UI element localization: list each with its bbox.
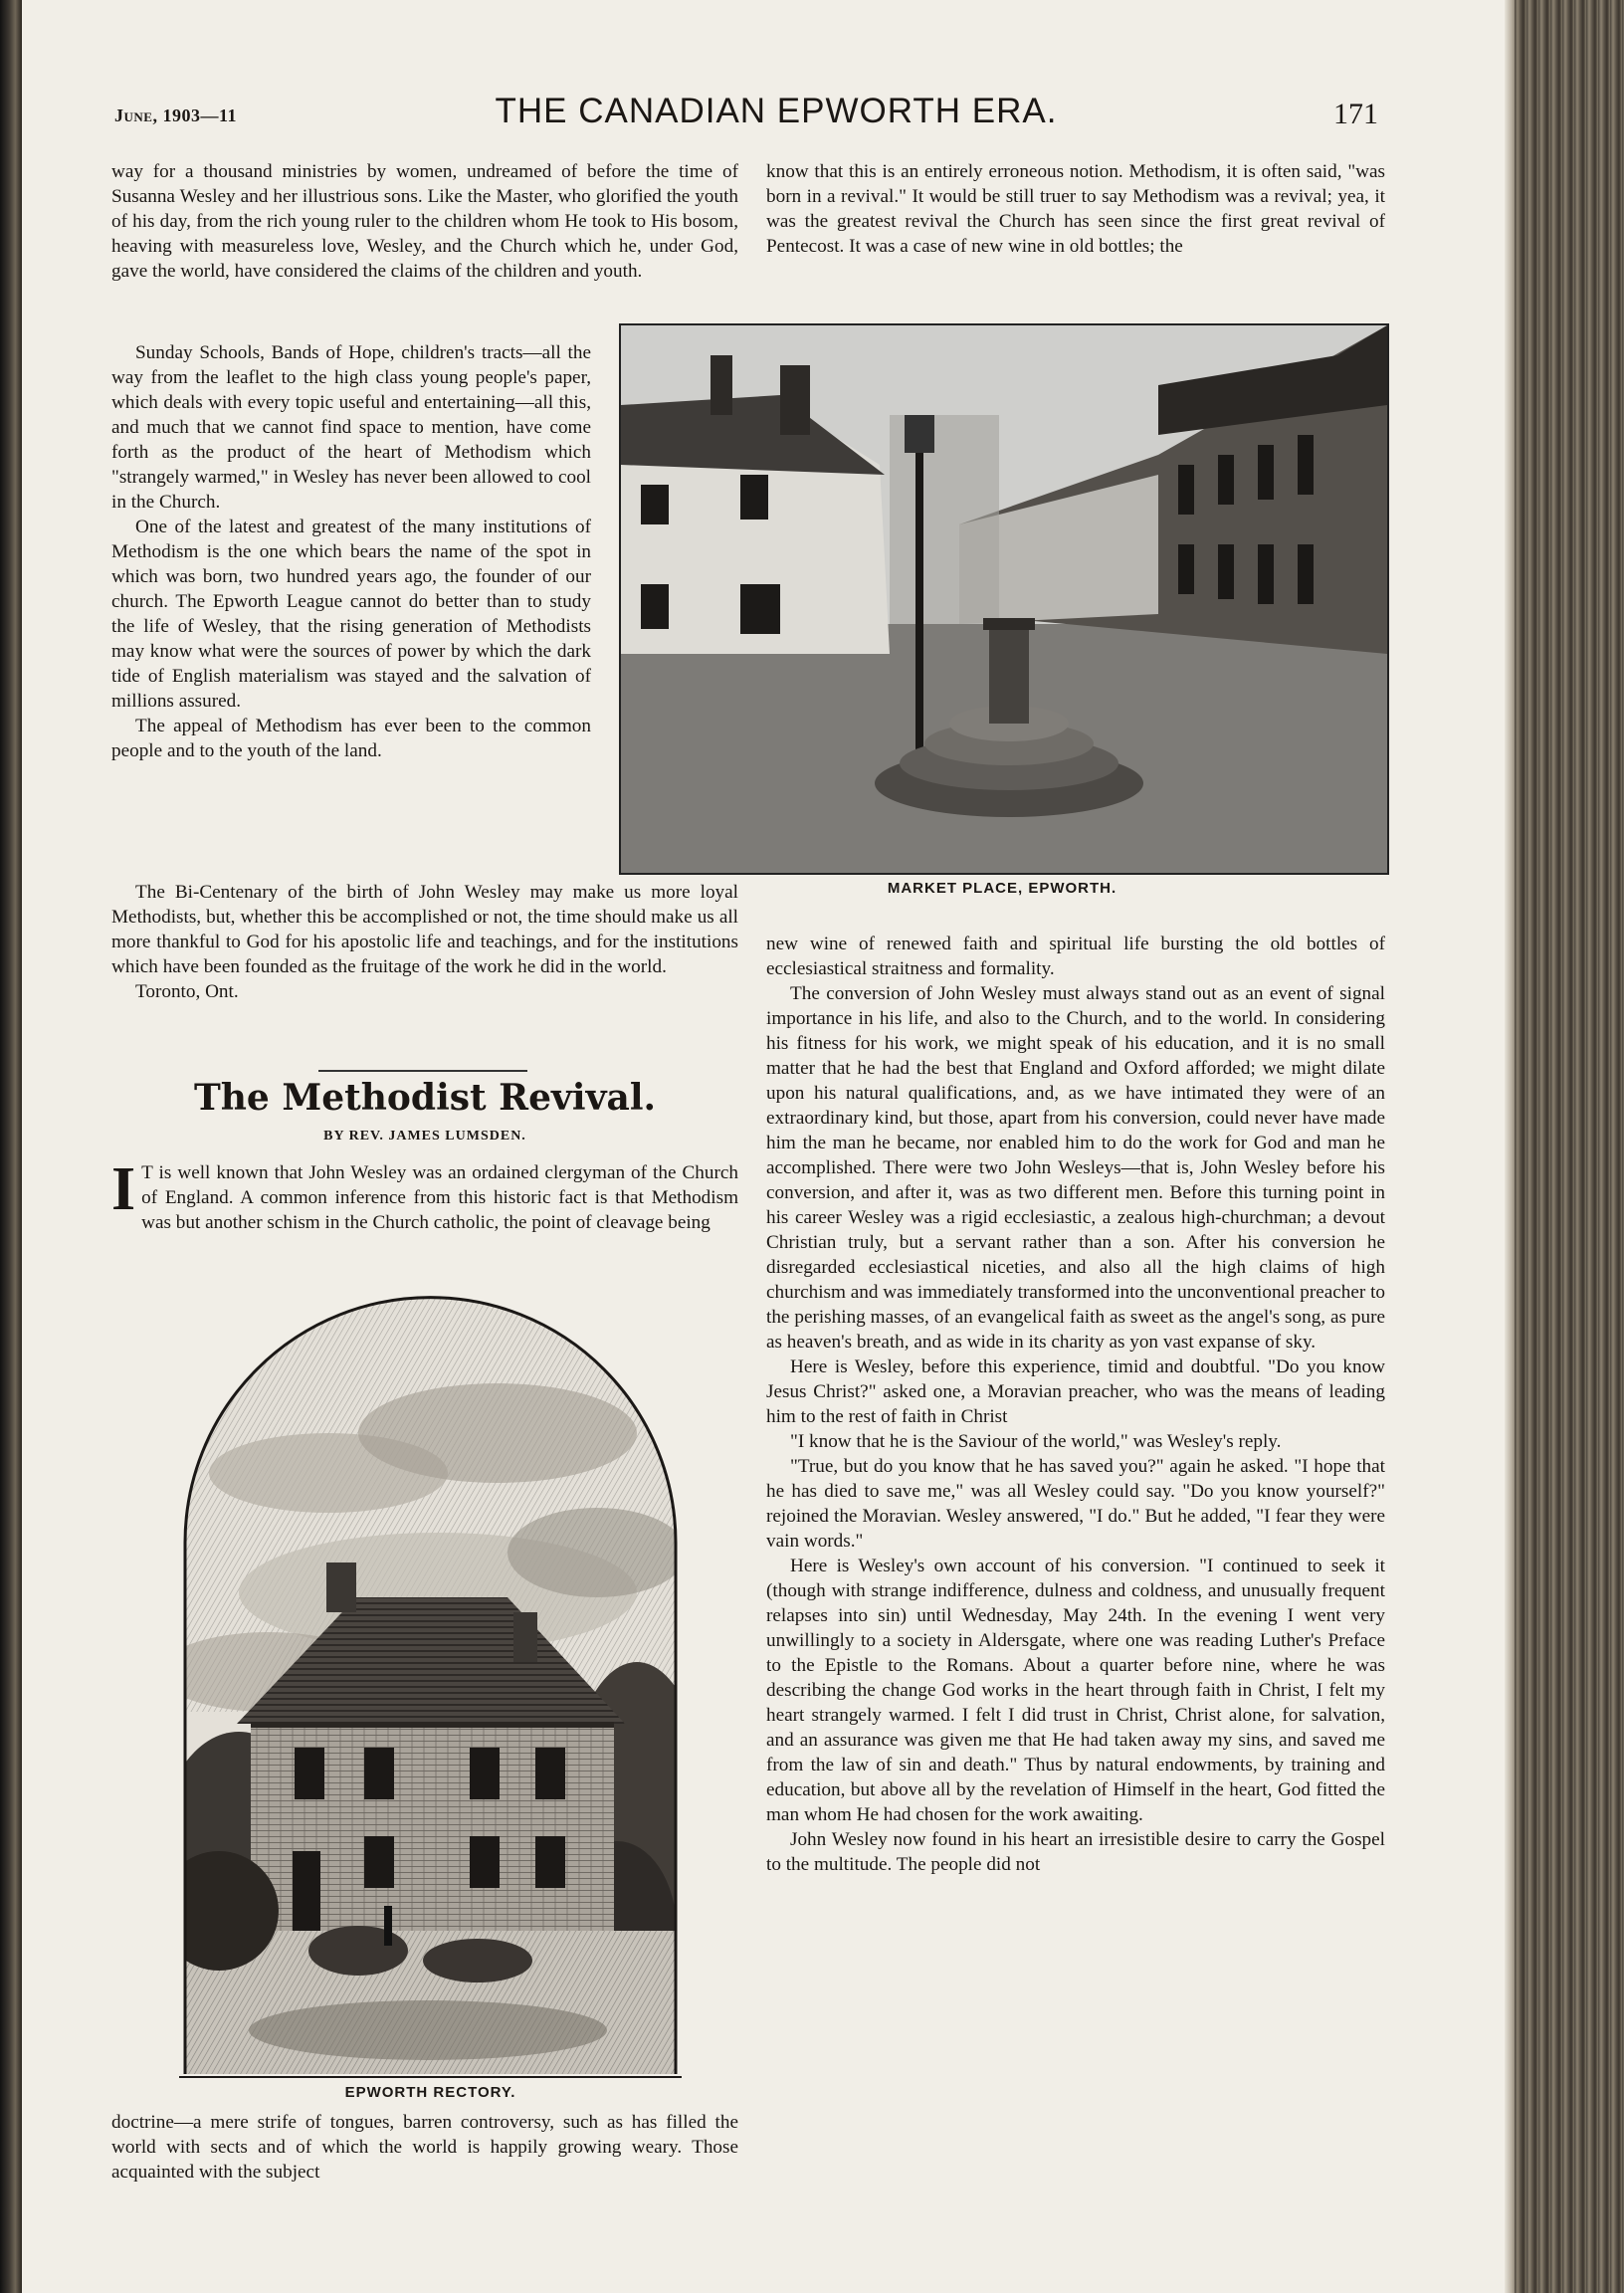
drop-cap: I: [111, 1155, 136, 1223]
section-divider: [318, 1070, 527, 1072]
paragraph: One of the latest and greatest of the many institutions of Methodism is the one which bears the name of the spot in which was born, two hundred years ago, the founder of our church. The Epworth League cannot do better than to study the life of Wesley, that the rising generation of Methodists may know what were the sources of power by which the dark tide of English materialism was stayed and the salvation of millions assured.: [111, 517, 591, 712]
paragraph: The conversion of John Wesley must always stand out as an event of signal importance in his life, and also to the Church, and to the world. In considering his fitness for his work, we might speak of his education, and it is no small matter that he had the best that England and Oxford afforded; we might dilate upon his natural qualifications, and, as we have intimated they were of an extraordinary kind, but those, apart from his conversion, could never have made him the man he became, nor enabled him to do the work for God and man he accomplished. There were two John Wesleys—that is, John Wesley before his conversion, and after it, was as two different men. Before this turning point in his career Wesley was a rigid ecclesiastic, a zealous high-churchman; a devout Christian truly, but a servant rather than a son. After his conversion he disregarded ecclesiastical niceties, and also all the high claims of high churchism and was immediately transformed into the unconventional preacher to the perishing masses, of an evangelical faith as sweet as the angel's song, as pure as heaven's breath, and as wide in its charity as yon vast expanse of sky.: [766, 983, 1385, 1353]
paragraph: John Wesley now found in his heart an irresistible desire to carry the Gospel to the multitude. The people did not: [766, 1829, 1385, 1875]
market-place-photo: [619, 323, 1389, 875]
article-opening: [111, 1155, 738, 1235]
issue-date: June, 1903—11: [114, 105, 237, 125]
binding-left-edge: [0, 0, 22, 2293]
magazine-title: THE CANADIAN EPWORTH ERA.: [495, 92, 1058, 130]
left-column-closing: [111, 880, 738, 1004]
paragraph: new wine of renewed faith and spiritual life bursting the old bottles of ecclesiastical straitness and formality.: [766, 934, 1385, 979]
paragraph: "True, but do you know that he has saved you?" again he asked. "I hope that he has died to save me," was all Wesley could say. "Do you know yourself?" rejoined the Moravian. Wesley answered, "I do." But he added, "I fear they were vain words.": [766, 1456, 1385, 1552]
left-column-top: [111, 159, 738, 284]
left-column-narrow: [111, 340, 591, 763]
paragraph: Here is Wesley's own account of his conversion. "I continued to seek it (though with strange indifference, dulness and coldness, and unusually frequent relapses into sin) until Wednesday, May 24th. In the evening I went very unwillingly to a society in Aldersgate, where one was reading Luther's Preface to the Epistle to the Romans. About a quarter before nine, where he was describing the change God works in the heart through faith in Christ, I felt my heart strangely warmed. I felt I did trust in Christ, Christ alone, for salvation, and an assurance was given me that He had taken away my sins, and saved me from the law of sin and death." Thus by natural endowments, by training and education, but above all by the revelation of Himself in the heart, God fitted the man whom He had chosen for the work awaiting.: [766, 1556, 1385, 1825]
paragraph: Here is Wesley, before this experience, timid and doubtful. "Do you know Jesus Christ?" asked one, a Moravian preacher, who was the means of leading him to the rest of faith in Christ: [766, 1356, 1385, 1427]
paragraph: way for a thousand ministries by women, undreamed of before the time of Susanna Wesley and her illustrious sons. Like the Master, who glorified the youth of his day, from the rich young ruler to the children whom He took to His bosom, heaving with measureless love, Wesley, and the Church which he, under God, gave the world, have considered the claims of the children and youth.: [111, 161, 738, 282]
paragraph: Sunday Schools, Bands of Hope, children's tracts—all the way from the leaflet to the high class young people's paper, which deals with every topic useful and entertaining—all this, and much that we cannot find space to mention, have come forth as the product of the heart of Methodism which "strangely warmed," in Wesley has never been allowed to cool in the Church.: [111, 342, 591, 513]
market-place-caption: MARKET PLACE, EPWORTH.: [887, 880, 1117, 897]
paragraph: The Bi-Centenary of the birth of John Wesley may make us more loyal Methodists, but, whether this be accomplished or not, the time should make us all more thankful to God for his apostolic life and teachings, and for the institutions which have been founded as the fruitage of the work he did in the world.: [111, 882, 738, 977]
article-title: The Methodist Revival.: [193, 1077, 657, 1119]
book-spine: [1515, 0, 1624, 2293]
market-place-image: [621, 325, 1387, 873]
paragraph: "I know that he is the Saviour of the world," was Wesley's reply.: [790, 1431, 1282, 1452]
right-column-top: [766, 159, 1385, 259]
epworth-rectory-illustration: [179, 1294, 682, 2080]
paragraph: doctrine—a mere strife of tongues, barren controversy, such as has filled the world with sects and of which the world is happily growing weary. Those acquainted with the subject: [111, 2112, 738, 2183]
article-left-bottom: [111, 2110, 738, 2185]
rectory-engraving: [179, 1294, 682, 2080]
paragraph: [111, 1155, 738, 1235]
paragraph: The appeal of Methodism has ever been to the common people and to the youth of the land.: [111, 716, 591, 761]
right-column-main: [766, 932, 1385, 1877]
paragraph-text: T is well known that John Wesley was an ordained clergyman of the Church of England. A common inference from this historic fact is that Methodism was but another schism in the Church catholic, the point of cleavage being: [141, 1162, 738, 1233]
page-number: 171: [1333, 98, 1378, 130]
signoff: Toronto, Ont.: [135, 981, 239, 1002]
article-byline: BY REV. JAMES LUMSDEN.: [323, 1129, 526, 1144]
rectory-caption: EPWORTH RECTORY.: [344, 2084, 516, 2101]
paragraph: know that this is an entirely erroneous notion. Methodism, it is often said, "was born in a revival." It would be still truer to say Methodism was a revival; yea, it was the greatest revival the Church has seen since the first great revival of Pentecost. It was a case of new wine in old bottles; the: [766, 161, 1385, 257]
